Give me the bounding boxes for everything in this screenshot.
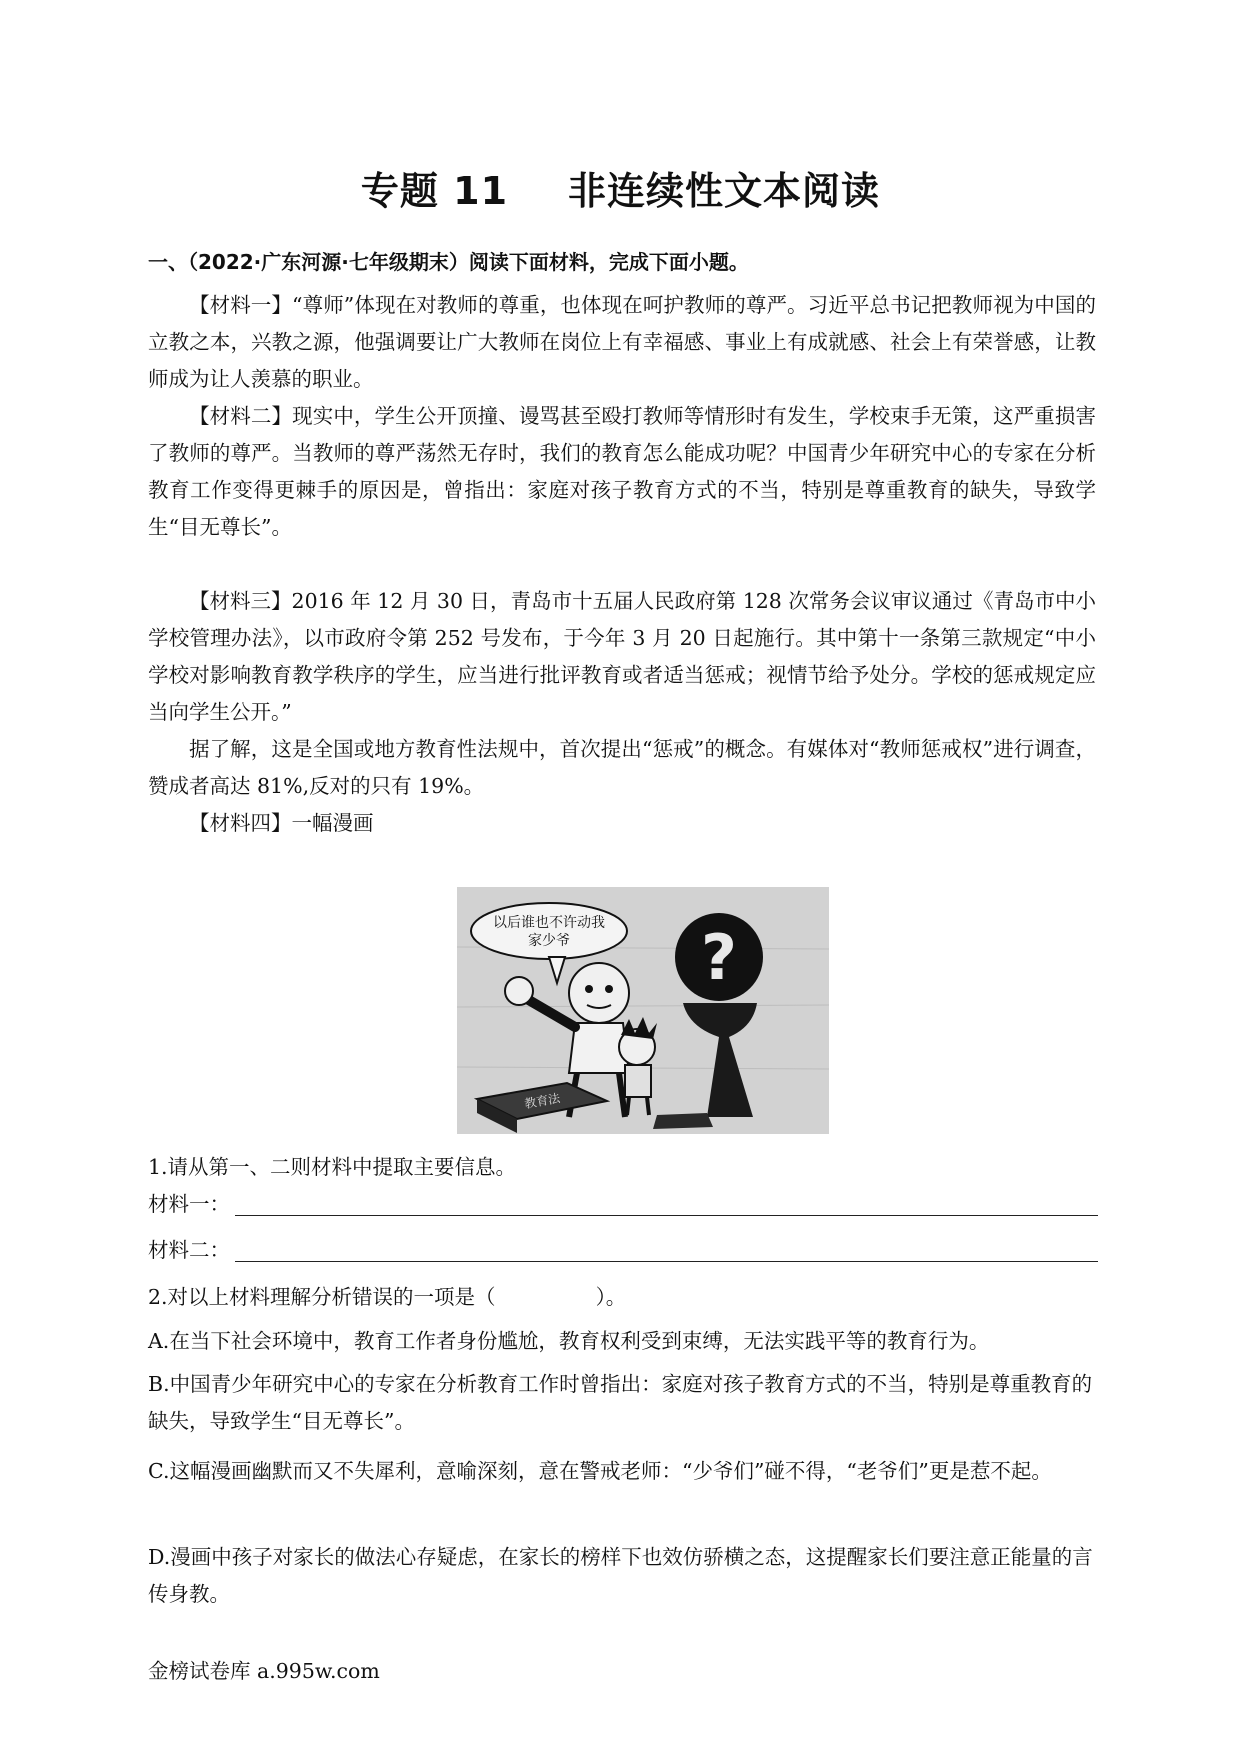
answer-blank-material-two[interactable] (235, 1261, 1098, 1262)
material-two: 【材料二】现实中，学生公开顶撞、谩骂甚至殴打教师等情形时有发生，学校束手无策，这严重损害了教师的尊严。当教师的尊严荡然无存时，我们的教育怎么能成功呢？中国青少年研究中心的专家在分析教育工作变得更棘手的原因是，曾指出：家庭对孩子教育方式的不当，特别是尊重教育的缺失，导致学生“目无尊长”。 (148, 404, 1096, 539)
speech-line-1: 以后谁也不许动我 (493, 915, 605, 931)
speech-line-2: 家少爷 (528, 933, 570, 949)
question-1: 1.请从第一、二则材料中提取主要信息。 (148, 1155, 517, 1179)
page-title (0, 160, 1241, 215)
question-1-label-a: 材料一： (148, 1192, 230, 1216)
cartoon-illustration (457, 887, 829, 1134)
material-three-note: 据了解，这是全国或地方教育性法规中，首次提出“惩戒”的概念。有媒体对“教师惩戒权”进行调查，赞成者高达 81%,反对的只有 19%。 (148, 737, 1096, 798)
book-label: 教育法 (523, 1091, 562, 1112)
material-one: 【材料一】“尊师”体现在对教师的尊重，也体现在呵护教师的尊严。习近平总书记把教师视为中国的立教之本，兴教之源，他强调要让广大教师在岗位上有幸福感、事业上有成就感、社会上有荣誉感，让教师成为让人羡慕的职业。 (148, 293, 1096, 391)
title-topic-number: 专题 11 (360, 169, 509, 213)
question-2-text: 2.对以上材料理解分析错误的一项是（ (148, 1285, 496, 1309)
footer-source: 金榜试卷库 a.995w.com (148, 1659, 380, 1683)
material-three: 【材料三】2016 年 12 月 30 日，青岛市十五届人民政府第 128 次常务会议审议通过《青岛市中小学校管理办法》，以市政府令第 252 号发布，于今年 3 月 20 日起施行。其中第十一条第三款规定“中小学校对影响教育教学秩序的学生，应当进行批评教育或者适当惩戒；视情节给予处分。学校的惩戒规定应当向学生公开。” (148, 589, 1096, 724)
title-topic-name: 非连续性文本阅读 (568, 169, 881, 213)
cartoon-drawing (457, 887, 829, 1134)
option-c: C.这幅漫画幽默而又不失犀利，意喻深刻，意在警戒老师：“少爷们”碰不得，“老爷们”更是惹不起。 (148, 1459, 1052, 1483)
question-1-label-b: 材料二： (148, 1238, 230, 1262)
option-a: A.在当下社会环境中，教育工作者身份尴尬，教育权利受到束缚，无法实践平等的教育行为。 (148, 1329, 990, 1353)
question-2-close: ）。 (595, 1285, 627, 1309)
answer-blank-material-one[interactable] (235, 1215, 1098, 1216)
option-b: B.中国青少年研究中心的专家在分析教育工作时曾指出：家庭对孩子教育方式的不当，特别是尊重教育的缺失，导致学生“目无尊长”。 (148, 1372, 1093, 1433)
svg-text:?: ? (701, 921, 737, 994)
material-four-label: 【材料四】一幅漫画 (189, 811, 374, 835)
question-2 (148, 1279, 1098, 1316)
option-d: D.漫画中孩子对家长的做法心存疑虑，在家长的榜样下也效仿骄横之态，这提醒家长们要注意正能量的言传身教。 (148, 1545, 1093, 1606)
question-header: 一、（2022·广东河源·七年级期末）阅读下面材料，完成下面小题。 (148, 250, 749, 274)
